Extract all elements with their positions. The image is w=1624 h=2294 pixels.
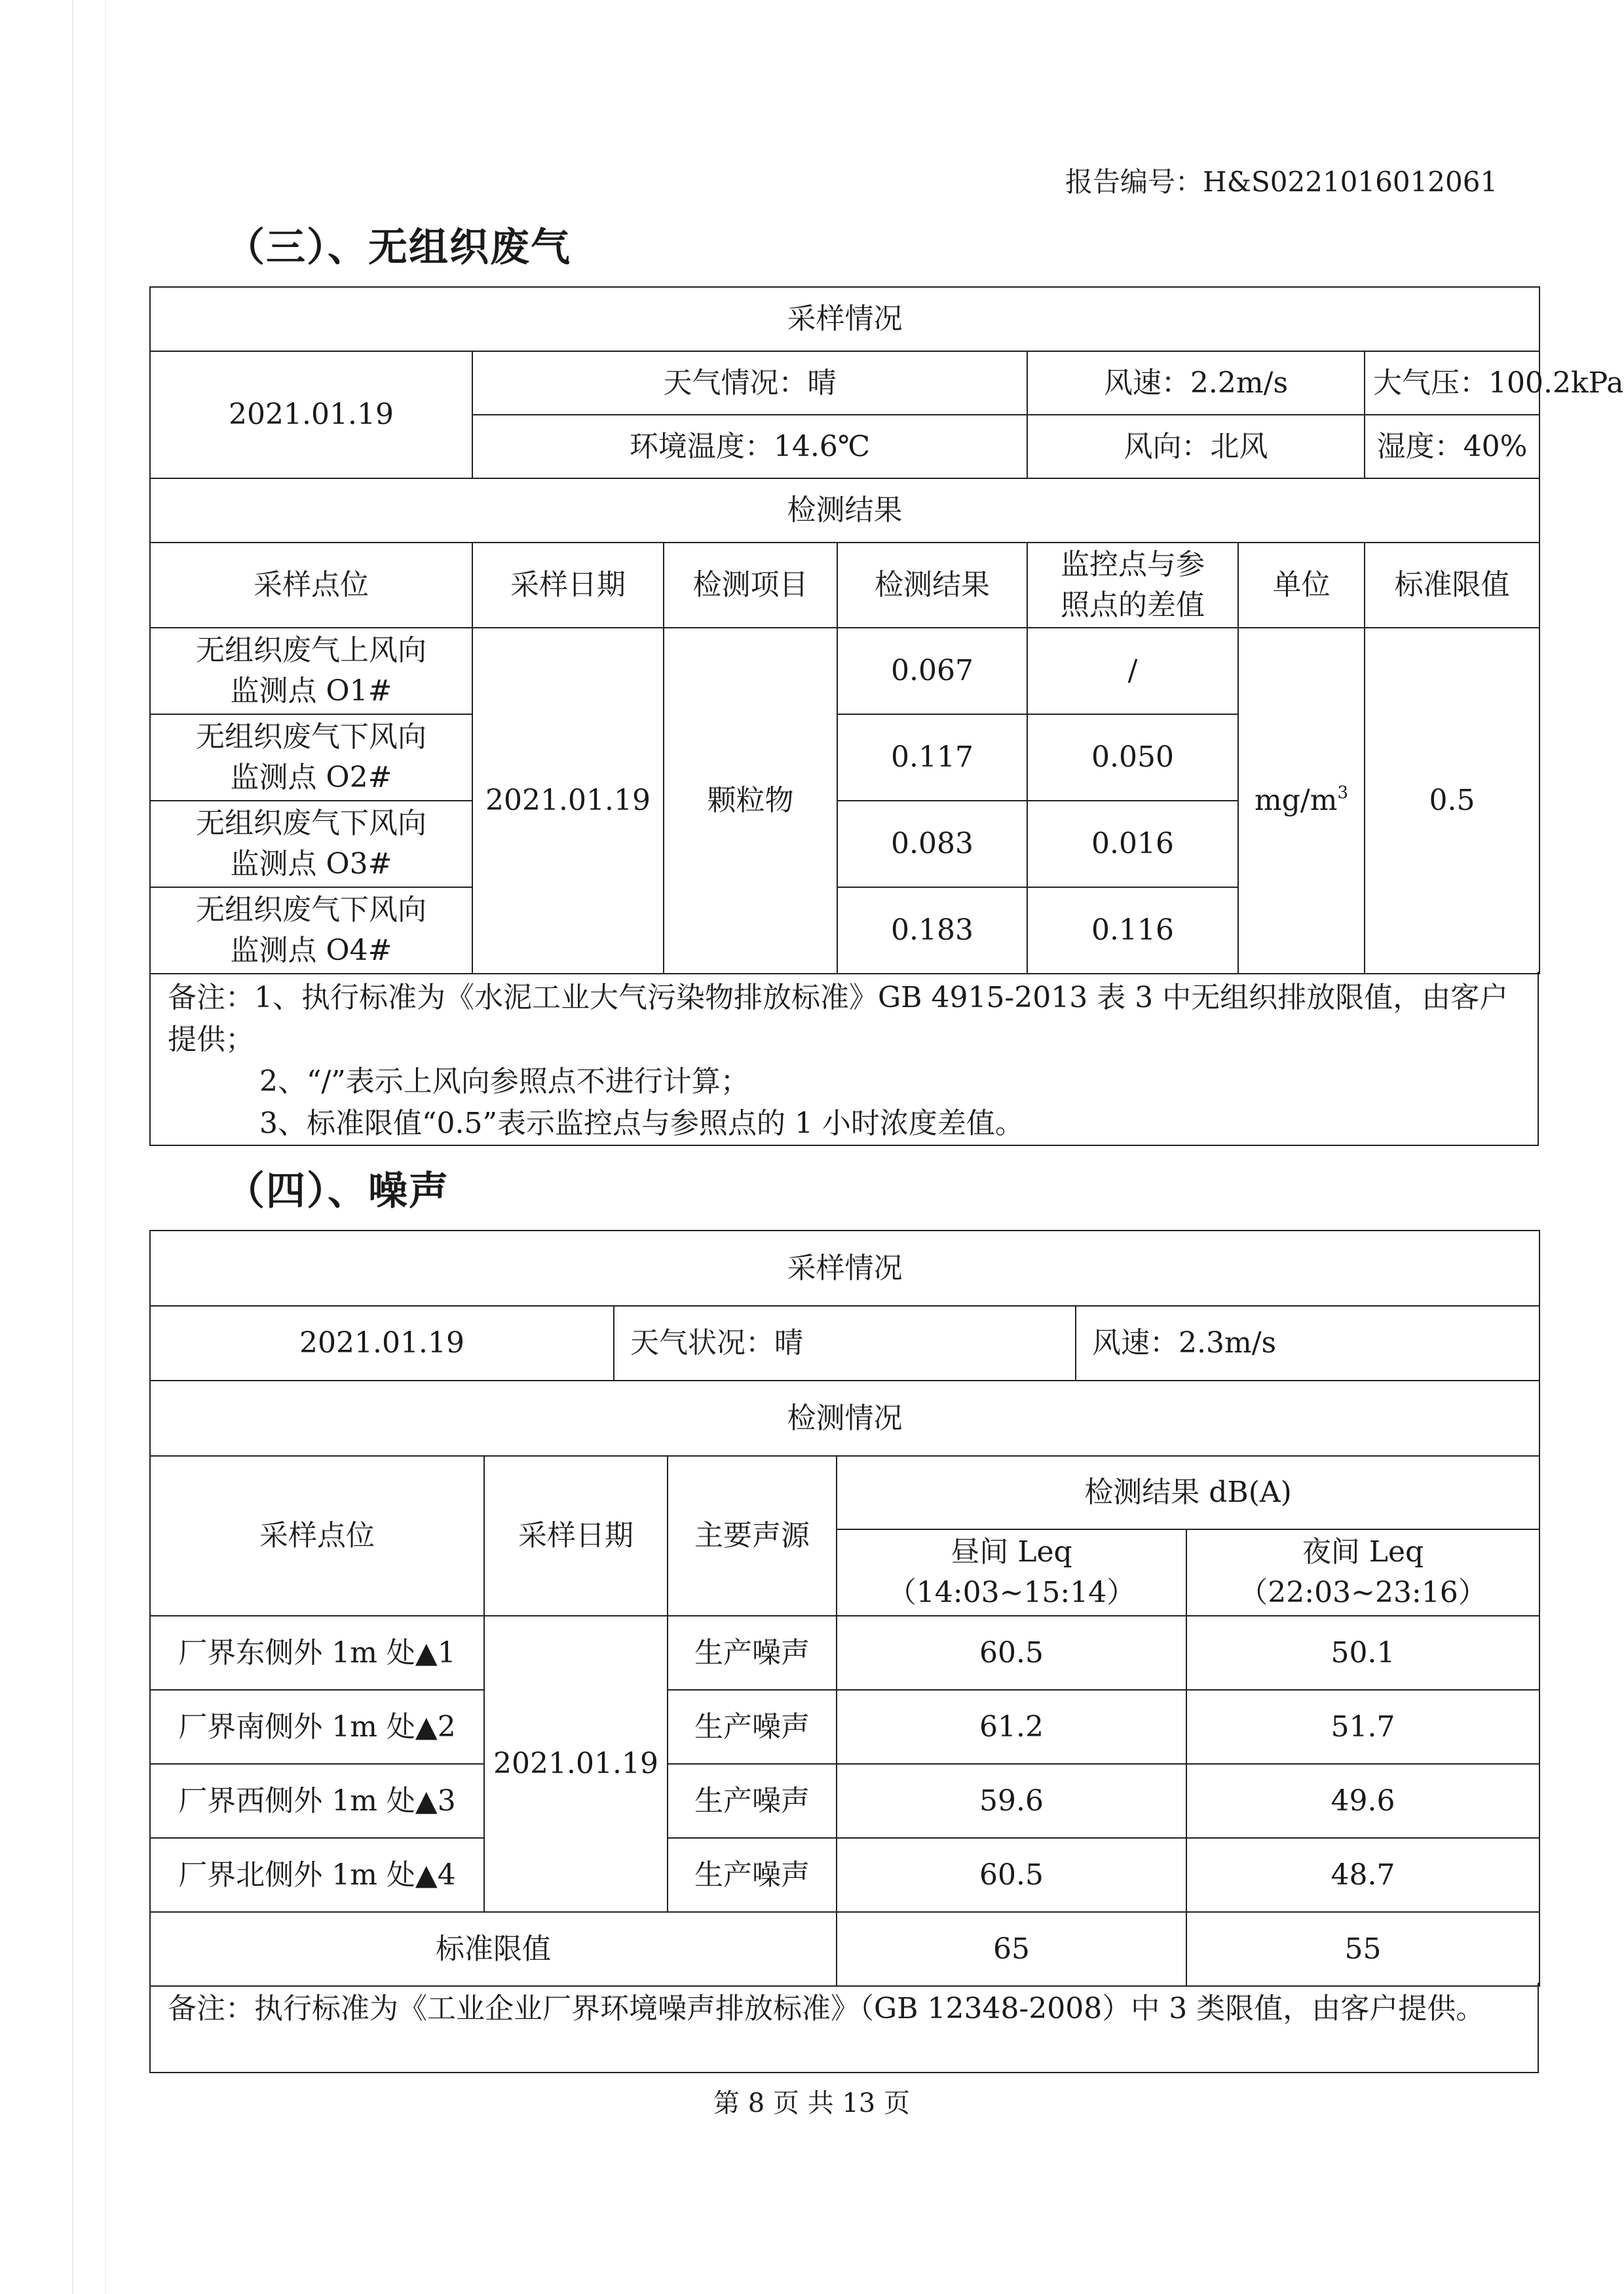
diff-value: 0.116 bbox=[1027, 887, 1238, 974]
noise-point: 厂界南侧外 1m 处▲2 bbox=[150, 1690, 484, 1764]
col-header-result: 检测结果 bbox=[837, 543, 1027, 628]
noise-sampling-header: 采样情况 bbox=[150, 1231, 1539, 1306]
col-header-diff bbox=[1027, 543, 1238, 628]
night-value: 48.7 bbox=[1186, 1838, 1539, 1912]
day-label: 昼间 Leq bbox=[951, 1535, 1072, 1569]
col-header-limit: 标准限值 bbox=[1365, 543, 1539, 628]
col-header-result: 检测结果 dB(A) bbox=[837, 1456, 1539, 1529]
report-number: 报告编号：H&S0221016012061 bbox=[1065, 166, 1498, 198]
col-header-night bbox=[1186, 1529, 1539, 1616]
noise-source: 生产噪声 bbox=[668, 1838, 837, 1912]
night-time-range: （22:03~23:16） bbox=[1239, 1576, 1487, 1609]
noise-source: 生产噪声 bbox=[668, 1764, 837, 1838]
noise-point: 厂界西侧外 1m 处▲3 bbox=[150, 1764, 484, 1838]
noise-wind-speed: 风速：2.3m/s bbox=[1092, 1326, 1277, 1360]
section-title-noise: （四）、噪声 bbox=[225, 1168, 449, 1214]
day-value: 60.5 bbox=[837, 1616, 1186, 1690]
scan-edge-line bbox=[72, 0, 73, 2294]
monitor-point bbox=[150, 714, 472, 801]
temperature: 环境温度：14.6℃ bbox=[472, 415, 1027, 478]
scan-edge-line bbox=[105, 0, 106, 2294]
col-header-day bbox=[837, 1529, 1186, 1616]
unit-superscript: 3 bbox=[1337, 783, 1348, 803]
night-value: 49.6 bbox=[1186, 1764, 1539, 1838]
col-header-diff-line: 照点的差值 bbox=[1061, 588, 1205, 622]
noise-sampling-cells bbox=[151, 1307, 1539, 1380]
monitor-point bbox=[150, 887, 472, 974]
table-row bbox=[150, 1690, 1539, 1764]
day-value: 60.5 bbox=[837, 1838, 1186, 1912]
noise-point: 厂界北侧外 1m 处▲4 bbox=[150, 1838, 484, 1912]
result-value: 0.083 bbox=[837, 801, 1027, 887]
noise-date: 2021.01.19 bbox=[151, 1307, 614, 1380]
sampling-header: 采样情况 bbox=[150, 287, 1539, 351]
monitor-point-line: 监测点 O1# bbox=[230, 674, 392, 708]
noise-note bbox=[149, 1983, 1539, 2073]
day-value: 59.6 bbox=[837, 1764, 1186, 1838]
monitor-point bbox=[150, 628, 472, 714]
noise-limit-label: 标准限值 bbox=[150, 1912, 837, 1986]
results-header: 检测结果 bbox=[150, 478, 1539, 543]
weather: 天气情况：晴 bbox=[472, 351, 1027, 415]
col-header-date: 采样日期 bbox=[484, 1456, 668, 1616]
noise-source: 生产噪声 bbox=[668, 1616, 837, 1690]
noise-limit-day: 65 bbox=[837, 1912, 1186, 1986]
table-row bbox=[150, 1838, 1539, 1912]
col-header-date: 采样日期 bbox=[472, 543, 664, 628]
noise-limit-night: 55 bbox=[1186, 1912, 1539, 1986]
pressure: 大气压：100.2kPa bbox=[1365, 351, 1539, 415]
diff-value: 0.016 bbox=[1027, 801, 1238, 887]
wind-direction: 风向：北风 bbox=[1027, 415, 1365, 478]
diff-value: / bbox=[1027, 628, 1238, 714]
sampling-date bbox=[150, 351, 472, 478]
monitor-point-line: 无组织废气下风向 bbox=[196, 893, 426, 927]
monitor-point-line: 监测点 O3# bbox=[230, 847, 392, 881]
limit-row bbox=[150, 1912, 1539, 1986]
noise-sample-date: 2021.01.19 bbox=[484, 1616, 668, 1912]
note-line: 备注：1、执行标准为《水泥工业大气污染物排放标准》GB 4915-2013 表 3 中无组织排放限值，由客户提供； bbox=[168, 981, 1509, 1056]
noise-weather: 天气状况：晴 bbox=[614, 1307, 1076, 1380]
noise-source: 生产噪声 bbox=[668, 1690, 837, 1764]
note-line: 2、“/”表示上风向参照点不进行计算； bbox=[259, 1065, 749, 1098]
night-label: 夜间 Leq bbox=[1302, 1535, 1424, 1569]
day-time-range: （14:03~15:14） bbox=[887, 1576, 1136, 1609]
result-value: 0.183 bbox=[837, 887, 1027, 974]
monitor-point-line: 监测点 O2# bbox=[230, 761, 392, 794]
table-row bbox=[150, 1764, 1539, 1838]
note-line: 备注：执行标准为《工业企业厂界环境噪声排放标准》（GB 12348-2008）中 3 类限值，由客户提供。 bbox=[168, 1992, 1485, 2025]
sampling-date-text: 2021.01.19 bbox=[229, 398, 394, 431]
limit-value: 0.5 bbox=[1365, 628, 1539, 974]
table-row bbox=[150, 628, 1539, 714]
note-line: 3、标准限值“0.5”表示监控点与参照点的 1 小时浓度差值。 bbox=[259, 1107, 1024, 1140]
col-header-diff-line: 监控点与参 bbox=[1061, 548, 1205, 581]
diff-value: 0.050 bbox=[1027, 714, 1238, 801]
noise-detection-header: 检测情况 bbox=[150, 1381, 1539, 1456]
sample-date: 2021.01.19 bbox=[472, 628, 664, 974]
col-header-source: 主要声源 bbox=[668, 1456, 837, 1616]
wind-speed: 风速：2.2m/s bbox=[1027, 351, 1365, 415]
night-value: 50.1 bbox=[1186, 1616, 1539, 1690]
col-header-item: 检测项目 bbox=[664, 543, 837, 628]
night-value: 51.7 bbox=[1186, 1690, 1539, 1764]
monitor-point-line: 无组织废气下风向 bbox=[196, 807, 426, 840]
table-row bbox=[150, 1616, 1539, 1690]
col-header-point: 采样点位 bbox=[150, 1456, 484, 1616]
col-header-unit: 单位 bbox=[1238, 543, 1365, 628]
result-value: 0.067 bbox=[837, 628, 1027, 714]
monitor-point-line: 无组织废气上风向 bbox=[196, 634, 426, 667]
test-item: 颗粒物 bbox=[664, 628, 837, 974]
monitor-point bbox=[150, 801, 472, 887]
unit-text: mg/m bbox=[1255, 784, 1338, 817]
result-value: 0.117 bbox=[837, 714, 1027, 801]
noise-table bbox=[149, 1230, 1540, 1987]
fugitive-gas-table bbox=[149, 286, 1624, 974]
noise-point: 厂界东侧外 1m 处▲1 bbox=[150, 1616, 484, 1690]
col-header-point: 采样点位 bbox=[150, 543, 472, 628]
monitor-point-line: 监测点 O4# bbox=[230, 934, 392, 967]
section-title-fugitive-gas: （三）、无组织废气 bbox=[225, 225, 571, 271]
unit bbox=[1238, 628, 1365, 974]
day-value: 61.2 bbox=[837, 1690, 1186, 1764]
humidity: 湿度：40% bbox=[1365, 415, 1539, 478]
fugitive-gas-notes bbox=[149, 972, 1539, 1146]
page-footer: 第 8 页 共 13 页 bbox=[713, 2088, 910, 2118]
noise-sampling-row bbox=[150, 1306, 1539, 1381]
monitor-point-line: 无组织废气下风向 bbox=[196, 720, 426, 754]
